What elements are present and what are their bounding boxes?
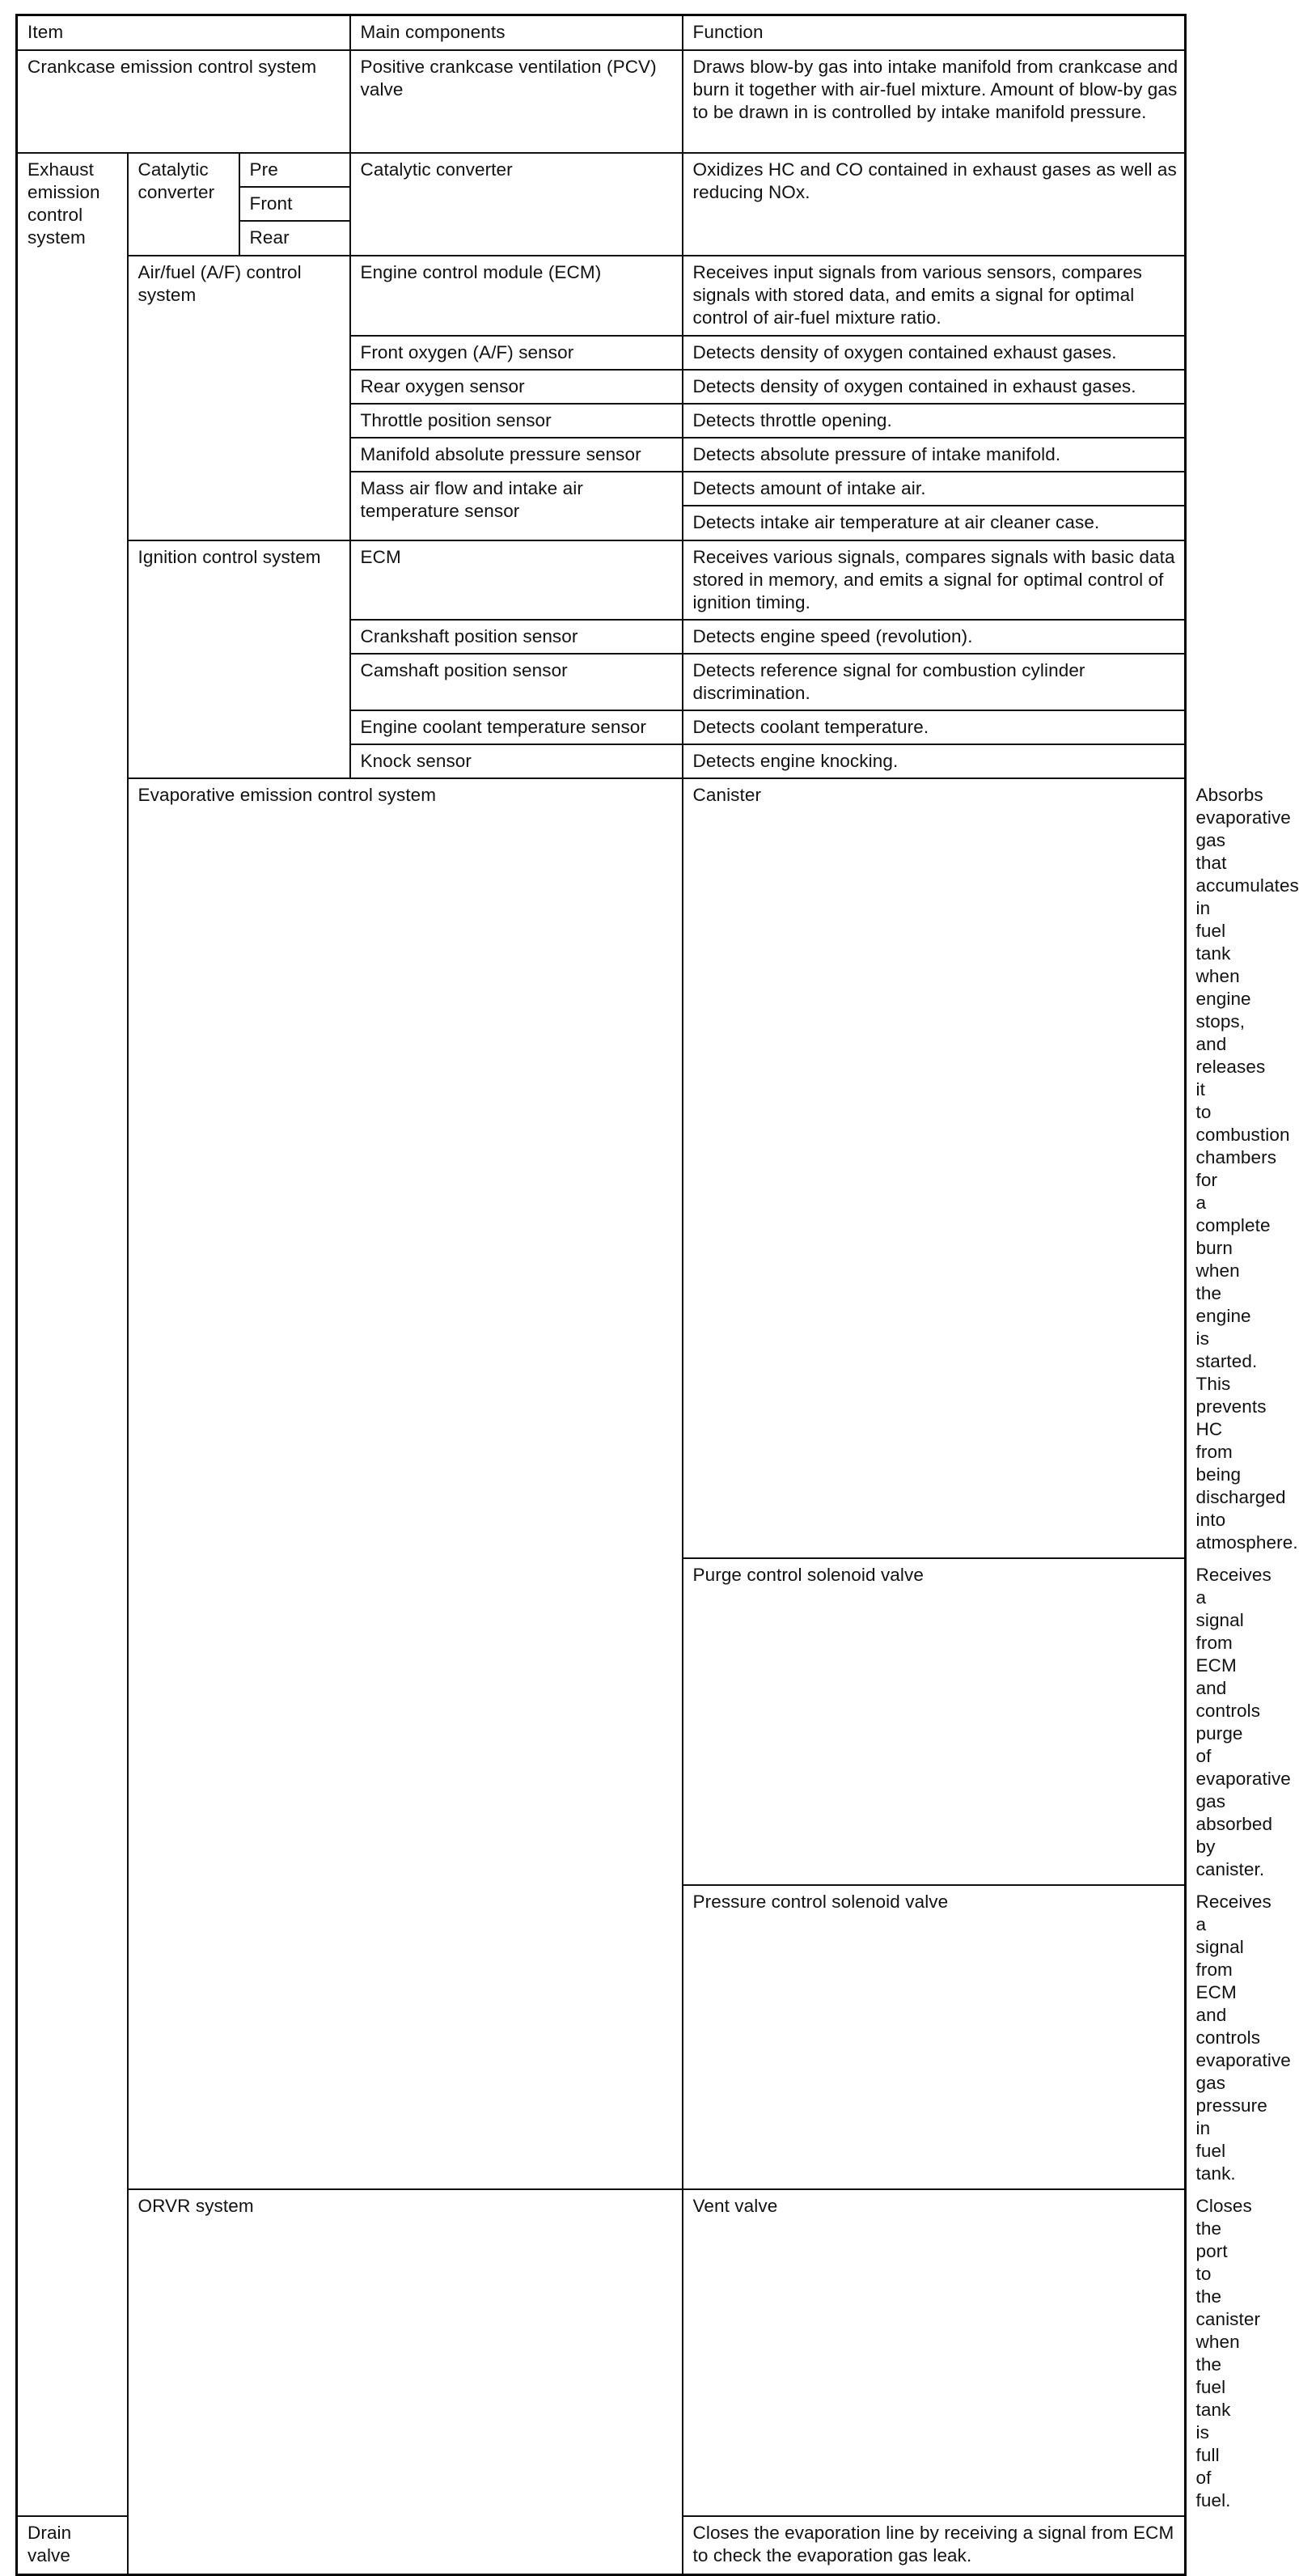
component-cell: Front oxygen (A/F) sensor — [350, 336, 683, 370]
function-cell: Oxidizes HC and CO contained in exhaust gases as well as reducing NOx. — [683, 153, 1186, 256]
component-cell: Rear oxygen sensor — [350, 370, 683, 404]
orvr-item: ORVR system — [128, 2189, 683, 2575]
component-cell: Mass air flow and intake air temperature sensor — [350, 472, 683, 540]
component-cell: Throttle position sensor — [350, 404, 683, 438]
header-row — [17, 15, 1186, 50]
component-cell: Purge control solenoid valve — [683, 1558, 1186, 1885]
component-cell: Engine control module (ECM) — [350, 256, 683, 336]
header-function: Function — [683, 15, 1186, 50]
exhaust-item: Exhaust emission control system — [17, 153, 128, 2516]
component-cell: Knock sensor — [350, 744, 683, 778]
af-control-label: Air/fuel (A/F) control system — [128, 256, 350, 540]
catalytic-sub-pre: Pre — [239, 153, 350, 187]
function-cell: Detects throttle opening. — [683, 404, 1186, 438]
function-cell: Draws blow-by gas into intake manifold from crankcase and burn it together with air-fuel mixture. Amount of blow-by gas to be drawn in is controlled by intake manifold pressure. — [683, 50, 1186, 153]
function-cell: Detects coolant temperature. — [683, 710, 1186, 744]
component-cell: Engine coolant temperature sensor — [350, 710, 683, 744]
component-cell: ECM — [350, 540, 683, 620]
ignition-control-label: Ignition control system — [128, 540, 350, 778]
component-cell: Drain valve — [17, 2516, 128, 2575]
header-main-components: Main components — [350, 15, 683, 50]
emission-control-table — [15, 14, 1299, 2576]
evaporative-item: Evaporative emission control system — [128, 778, 683, 2189]
function-cell: Detects amount of intake air. — [683, 472, 1186, 506]
header-item: Item — [17, 15, 350, 50]
table-row — [17, 153, 1186, 187]
catalytic-converter-label: Catalytic converter — [128, 153, 239, 256]
table-row: Purge control solenoid valve Receives a signal from ECM and controls purge of evaporative gas absorbed by canister. — [17, 1558, 1186, 1885]
catalytic-sub-rear: Rear — [239, 221, 350, 256]
component-cell: Canister — [683, 778, 1186, 1558]
emission-control-table-container — [15, 14, 1299, 2565]
function-cell: Receives input signals from various sensors, compares signals with stored data, and emits a signal for optimal control of air-fuel mixture ratio. — [683, 256, 1186, 336]
function-cell: Detects density of oxygen contained in exhaust gases. — [683, 370, 1186, 404]
function-cell: Receives various signals, compares signals with basic data stored in memory, and emits a signal for optimal control of ignition timing. — [683, 540, 1186, 620]
component-cell: Catalytic converter — [350, 153, 683, 256]
table-row: Pressure control solenoid valve Receives a signal from ECM and controls evaporative gas pressure in fuel tank. — [17, 1885, 1186, 2189]
component-cell: Vent valve — [683, 2189, 1186, 2516]
function-cell: Detects density of oxygen contained exhaust gases. — [683, 336, 1186, 370]
function-cell: Detects reference signal for combustion cylinder discrimination. — [683, 654, 1186, 710]
table-row: ORVR system Vent valve Closes the port to the canister when the fuel tank is full of fuel. — [17, 2189, 1186, 2516]
function-cell: Detects engine knocking. — [683, 744, 1186, 778]
component-cell: Positive crankcase ventilation (PCV) valve — [350, 50, 683, 153]
table-row — [17, 540, 1186, 620]
component-cell: Pressure control solenoid valve — [683, 1885, 1186, 2189]
component-cell: Crankshaft position sensor — [350, 620, 683, 654]
table-row: Evaporative emission control system Canister Absorbs evaporative gas that accumulates in fuel tank when engine stops, and releases it to combustion chambers for a complete burn when the engine is started. This prevents HC from being discharged into atmosphere. — [17, 778, 1186, 1558]
function-cell: Detects engine speed (revolution). — [683, 620, 1186, 654]
crankcase-item: Crankcase emission control system — [17, 50, 350, 153]
function-cell: Detects absolute pressure of intake manifold. — [683, 438, 1186, 472]
catalytic-sub-front: Front — [239, 187, 350, 221]
table-row — [17, 50, 1186, 153]
component-cell: Camshaft position sensor — [350, 654, 683, 710]
function-cell: Detects intake air temperature at air cleaner case. — [683, 506, 1186, 540]
function-cell: Closes the evaporation line by receiving a signal from ECM to check the evaporation gas leak. — [683, 2516, 1186, 2575]
table-row — [17, 256, 1186, 336]
component-cell: Manifold absolute pressure sensor — [350, 438, 683, 472]
